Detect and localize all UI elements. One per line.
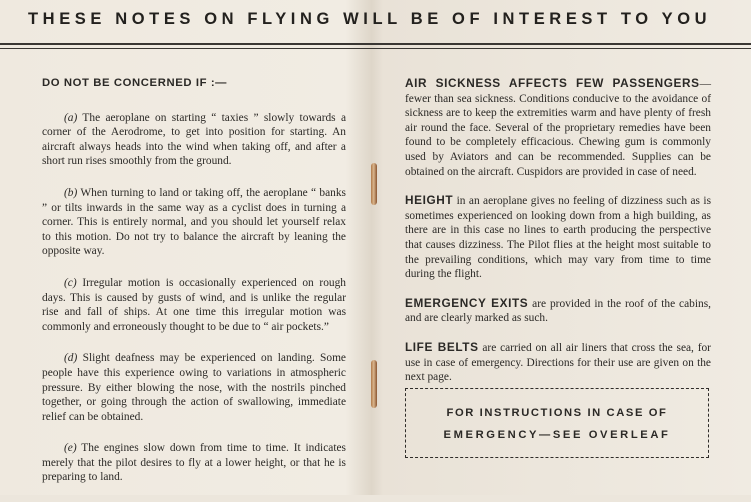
banner bbox=[0, 0, 751, 44]
section-text: —fewer than sea sickness. Conditions conducive to the avoidance of sickness are to keep the extremities warm and have plenty of fresh air round the face. Several of the proprietary remedies have been found to be completely efficacious. Chewing gum is commonly used by Aviators and can be recommended. Supplies can be obtained on the aircraft. Cuspidors are provided in case of need. bbox=[405, 78, 711, 178]
section-text: in an aeroplane gives no feeling of dizziness such as is sometimes experienced on looking down from a high building, as there are in this case no lines to earth producing the perspective that causes dizziness. The Pilot flies at the height most suitable to the prevailing conditions, which may vary from time to time during the flight. bbox=[405, 195, 711, 281]
section-emergency-exits bbox=[405, 296, 711, 326]
note-e bbox=[42, 441, 346, 485]
left-column bbox=[42, 76, 346, 502]
note-text: The engines slow down from time to time. It indicates merely that the pilot desires to fly at a lower height, or that he is preparing to land. bbox=[42, 442, 346, 484]
note-label: (a) bbox=[64, 111, 78, 124]
note-label: (c) bbox=[64, 276, 77, 289]
note-text: When turning to land or taking off, the aeroplane “ banks ” or tilts inwards in the same way as a cyclist does in turning a corner. This is entirely normal, and you should let yourself relax to this motion. Do not try to balance the aircraft by leaning the opposite way. bbox=[42, 186, 346, 258]
note-label: (e) bbox=[64, 442, 77, 455]
section-text: are provided in the roof of the cabins, and are clearly marked as such. bbox=[405, 297, 711, 325]
staple-top bbox=[371, 163, 377, 205]
note-text: Irregular motion is occasionally experienced on rough days. This is caused by gusts of wind, and is unlike the regular rise and fall of ships. At one time this irregular motion was commonly and erroneously thought to be due to “ air pockets.” bbox=[42, 276, 346, 333]
note-text: The aeroplane on starting “ taxies ” slowly towards a corner of the Aerodrome, to get into position for starting. An aircraft always heads into the wind when taking off, and after a short run rises smoothly from the ground. bbox=[42, 111, 346, 168]
left-heading: DO NOT BE CONCERNED IF :— bbox=[42, 77, 228, 89]
section-text: are carried on all air liners that cross the sea, for use in case of emergency. Directions for their use are given on the next page. bbox=[405, 341, 711, 384]
section-heading: AIR SICKNESS AFFECTS FEW PASSENGERS bbox=[405, 76, 700, 90]
note-label: (b) bbox=[64, 186, 78, 199]
note-label: (d) bbox=[64, 352, 78, 365]
note-c bbox=[42, 276, 346, 334]
note-a bbox=[42, 111, 346, 169]
emergency-instructions-box bbox=[405, 388, 709, 458]
section-height bbox=[405, 193, 711, 282]
note-b bbox=[42, 186, 346, 259]
staple-bottom bbox=[371, 360, 377, 408]
banner-rule-top bbox=[0, 43, 751, 45]
box-line-1: FOR INSTRUCTIONS IN CASE OF bbox=[446, 407, 668, 419]
right-column bbox=[405, 76, 711, 399]
note-d bbox=[42, 351, 346, 424]
banner-rule-bottom bbox=[0, 48, 751, 49]
banner-title: THESE NOTES ON FLYING WILL BE OF INTEREST TO YOU bbox=[28, 10, 712, 28]
section-heading: EMERGENCY EXITS bbox=[405, 295, 529, 310]
note-text: Slight deafness may be experienced on landing. Some people have this experience owing to variations in atmospheric pressure. By either blowing the nose, with the nostrils pinched together, or going through the action of swallowing, immediate relief can be obtained. bbox=[42, 352, 346, 423]
section-life-belts bbox=[405, 340, 711, 385]
box-line-2: EMERGENCY—SEE OVERLEAF bbox=[443, 429, 671, 441]
section-heading: HEIGHT bbox=[405, 193, 454, 208]
section-air-sickness bbox=[405, 76, 711, 179]
section-heading: LIFE BELTS bbox=[405, 339, 479, 354]
